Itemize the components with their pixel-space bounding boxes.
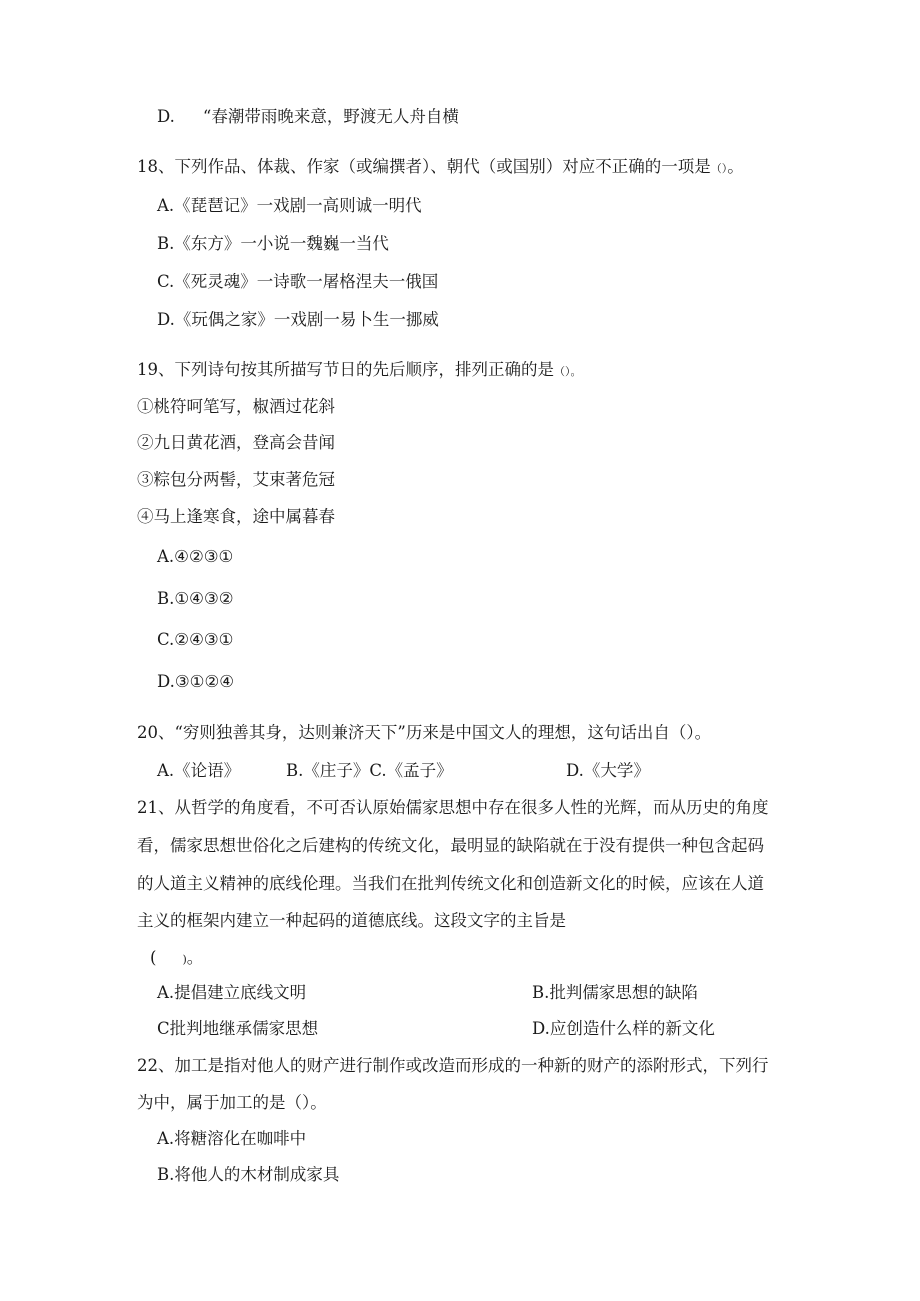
q17-option-d — [157, 107, 459, 127]
q18-stem — [137, 157, 744, 179]
q18-stem-end: 。 — [727, 157, 744, 176]
q17-option-d-label: D. — [157, 107, 175, 126]
q22-option-a: A.将糖溶化在咖啡中 — [157, 1129, 307, 1148]
q21-line-3: 的人道主义精神的底线伦理。当我们在批判传统文化和创造新文化的时候，应该在人道 — [137, 874, 764, 893]
q19-line-1: ①桃符呵笔写，椒酒过花斜 — [137, 397, 335, 416]
q18-option-d: D.《玩偶之家》一戏剧一易卜生一挪威 — [157, 310, 439, 329]
q19-option-a: A.④②③① — [157, 547, 234, 566]
q20-option-bc: B.《庄子》C.《孟子》 — [286, 761, 453, 780]
q19-line-3: ③粽包分两髻，艾束著危冠 — [137, 470, 335, 489]
q22-line-1: 22、加工是指对他人的财产进行制作或改造而形成的一种新的财产的添附形式，下列行 — [137, 1056, 769, 1075]
q19-line-2: ②九日黄花酒，登高会昔闻 — [137, 433, 335, 452]
q22-line-2: 为中，属于加工的是（）。 — [137, 1093, 327, 1112]
q19-stem — [137, 360, 582, 382]
q18-option-b: B.《东方》一小说一魏巍一当代 — [157, 234, 389, 253]
q18-stem-text: 18、下列作品、体裁、作家（或编撰者）、朝代（或国别）对应不正确的一项是 — [137, 157, 711, 176]
q17-option-d-text: “春潮带雨晚来意，野渡无人舟自横 — [202, 107, 459, 126]
q22-option-b: B.将他人的木材制成家具 — [157, 1165, 340, 1184]
q20-option-a: A.《论语》 — [157, 761, 241, 780]
q21-option-b: B.批判儒家思想的缺陷 — [532, 983, 698, 1002]
q21-option-a: A.提倡建立底线文明 — [157, 983, 307, 1002]
q21-line-1: 21、从哲学的角度看，不可否认原始儒家思想中存在很多人性的光辉，而从历史的角度 — [137, 798, 769, 817]
q18-option-a: A.《琵琶记》一戏剧一高则诚一明代 — [157, 196, 422, 215]
q19-option-c: C.②④③① — [157, 630, 234, 649]
q21-line-2: 看，儒家思想世俗化之后建构的传统文化，最明显的缺陷就在于没有提供一种包含起码 — [137, 836, 764, 855]
q21-line-4: 主义的框架内建立一种起码的道德底线。这段文字的主旨是 — [137, 911, 566, 930]
q19-option-b: B.①④③② — [157, 589, 234, 608]
q21-answer-line — [150, 948, 203, 970]
q20-option-d: D.《大学》 — [566, 761, 650, 780]
q21-paren-open: ( — [150, 948, 157, 967]
q18-answer-paren: （） — [710, 162, 728, 175]
q18-option-c: C.《死灵魂》一诗歌一屠格涅夫一俄国 — [157, 272, 439, 291]
q21-paren-close: ) — [182, 953, 187, 966]
q19-stem-text: 19、下列诗句按其所描写节日的先后顺序，排列正确的是 — [137, 360, 554, 379]
q19-answer-paren: （） — [554, 365, 571, 378]
q21-option-d: D.应创造什么样的新文化 — [532, 1019, 715, 1038]
q20-stem: 20、“穷则独善其身，达则兼济天下”历来是中国文人的理想，这句话出自（）。 — [137, 723, 712, 742]
q21-option-c: C批判地继承儒家思想 — [157, 1019, 319, 1038]
q19-stem-end: 。 — [570, 365, 582, 378]
q21-end: 。 — [186, 948, 204, 967]
q19-option-d: D.③①②④ — [157, 672, 235, 691]
q19-line-4: ④马上逢寒食，途中属暮春 — [137, 507, 335, 526]
